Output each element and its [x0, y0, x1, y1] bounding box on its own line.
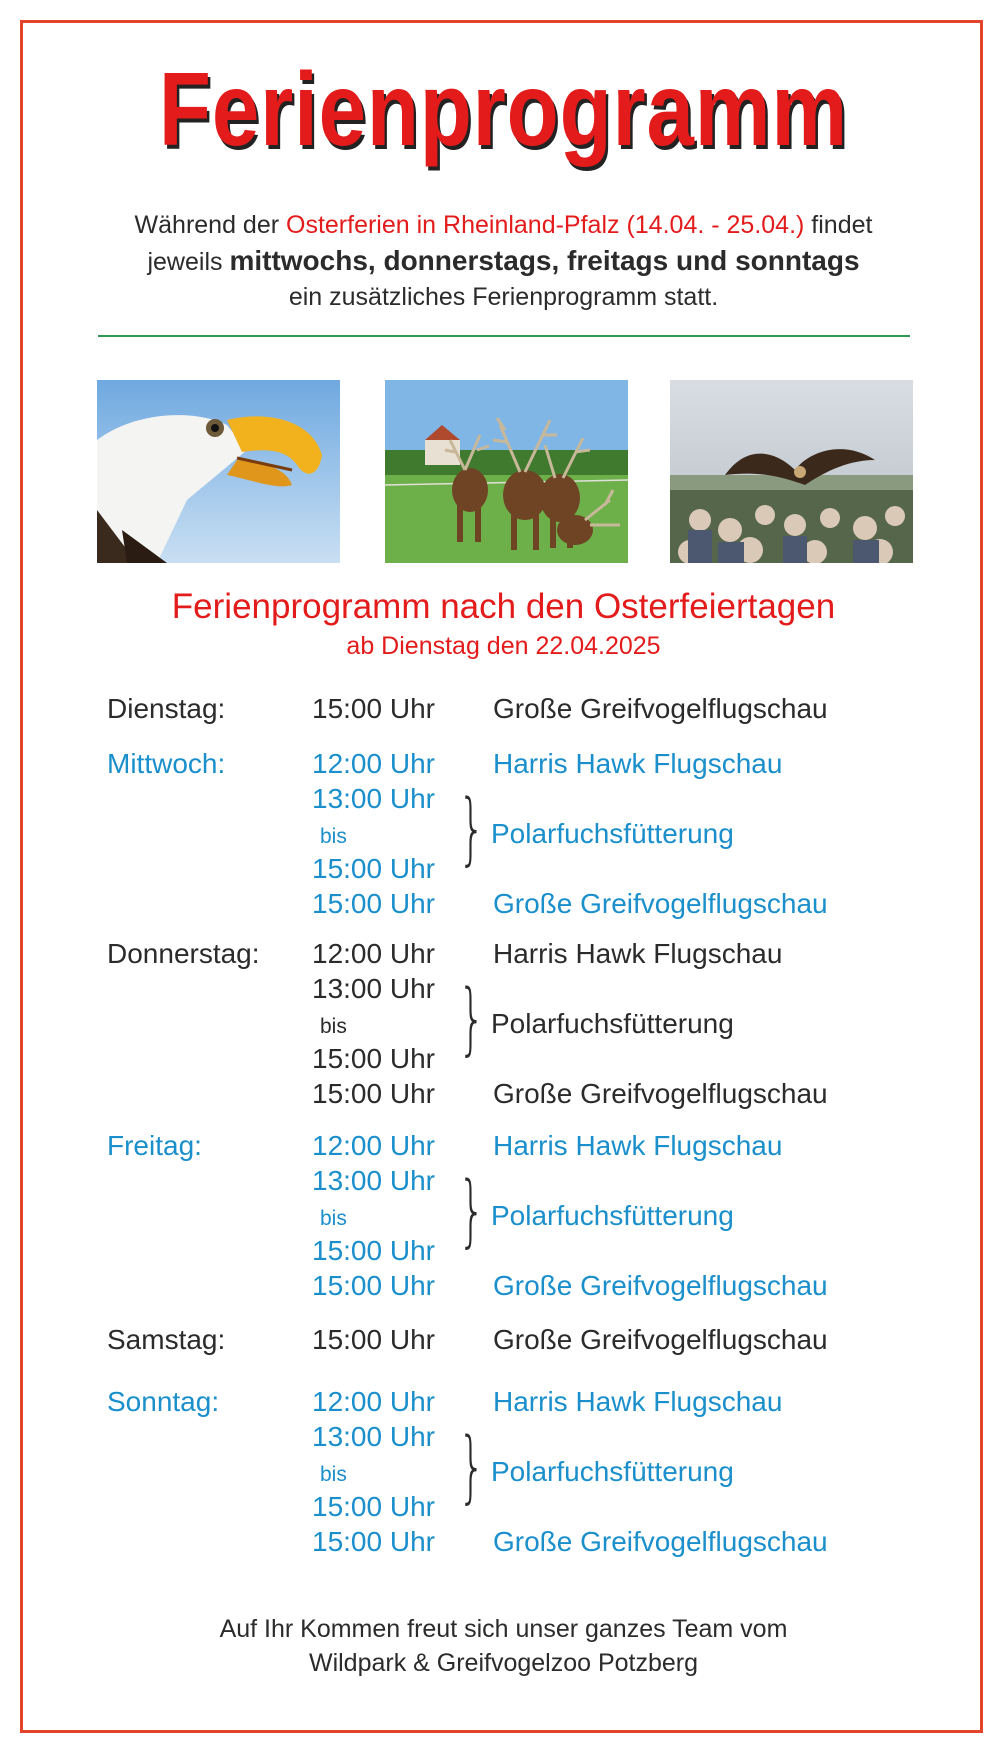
page-title: Ferienprogramm — [158, 52, 849, 168]
brace-icon: } — [458, 974, 486, 1064]
event: Polarfuchsfütterung — [491, 1008, 734, 1039]
time: 15:00 Uhr — [312, 888, 435, 919]
bis-label: bis — [320, 1207, 347, 1230]
event: Harris Hawk Flugschau — [493, 748, 783, 779]
event: Große Greifvogelflugschau — [493, 888, 828, 919]
day-label: Samstag: — [107, 1324, 226, 1355]
time: 15:00 Uhr — [312, 1078, 435, 1109]
falconry-show-photo — [670, 380, 913, 563]
time: 15:00 Uhr — [312, 1235, 435, 1266]
time: 15:00 Uhr — [312, 1270, 435, 1301]
footer — [0, 1612, 1007, 1680]
time: 13:00 Uhr — [312, 1421, 435, 1452]
footer-line: Wildpark & Greifvogelzoo Potzberg — [308, 1649, 699, 1677]
brace-icon: } — [458, 1422, 486, 1512]
time: 15:00 Uhr — [312, 1526, 435, 1557]
brace-icon: } — [458, 1166, 486, 1256]
eagle-photo — [97, 380, 340, 563]
day-label: Dienstag: — [107, 693, 226, 724]
event: Große Greifvogelflugschau — [493, 1270, 828, 1301]
time: 12:00 Uhr — [312, 1386, 435, 1417]
intro-text: findet — [804, 211, 873, 239]
bis-label: bis — [320, 825, 347, 848]
brace-icon: } — [458, 784, 486, 874]
event: Harris Hawk Flugschau — [493, 1130, 783, 1161]
event: Harris Hawk Flugschau — [493, 1386, 783, 1417]
divider — [98, 335, 910, 337]
event: Polarfuchsfütterung — [491, 818, 734, 849]
intro-line-3: ein zusätzliches Ferienprogramm statt. — [288, 283, 719, 311]
event: Harris Hawk Flugschau — [493, 938, 783, 969]
intro-line-2 — [0, 243, 1007, 280]
time: 15:00 Uhr — [312, 1324, 435, 1355]
intro-line-1 — [0, 207, 1007, 243]
day-label: Donnerstag: — [107, 938, 260, 969]
day-label: Mittwoch: — [107, 748, 226, 779]
time: 15:00 Uhr — [312, 693, 435, 724]
time: 13:00 Uhr — [312, 783, 435, 814]
subtitle: Ferienprogramm nach den Osterfeiertagen — [171, 587, 836, 626]
time: 12:00 Uhr — [312, 748, 435, 779]
time: 13:00 Uhr — [312, 1165, 435, 1196]
subtitle-date: ab Dienstag den 22.04.2025 — [346, 632, 661, 660]
day-label: Sonntag: — [107, 1386, 220, 1417]
event: Große Greifvogelflugschau — [493, 1324, 828, 1355]
event: Polarfuchsfütterung — [491, 1456, 734, 1487]
time: 15:00 Uhr — [312, 1491, 435, 1522]
intro-holiday-dates: Osterferien in Rheinland-Pfalz (14.04. - 25.04.) — [286, 211, 805, 239]
deer-photo — [385, 380, 628, 563]
footer-line: Auf Ihr Kommen freut sich unser ganzes Team vom — [219, 1615, 788, 1643]
time: 13:00 Uhr — [312, 973, 435, 1004]
bis-label: bis — [320, 1015, 347, 1038]
time: 12:00 Uhr — [312, 938, 435, 969]
event: Große Greifvogelflugschau — [493, 693, 828, 724]
event: Große Greifvogelflugschau — [493, 1078, 828, 1109]
intro-weekdays: mittwochs, donnerstags, freitags und sonntags — [229, 245, 860, 276]
time: 12:00 Uhr — [312, 1130, 435, 1161]
event: Große Greifvogelflugschau — [493, 1526, 828, 1557]
event: Polarfuchsfütterung — [491, 1200, 734, 1231]
intro-text: jeweils — [147, 248, 230, 276]
bis-label: bis — [320, 1463, 347, 1486]
time: 15:00 Uhr — [312, 853, 435, 884]
day-label: Freitag: — [107, 1130, 202, 1161]
time: 15:00 Uhr — [312, 1043, 435, 1074]
intro-text: Während der — [134, 211, 287, 239]
